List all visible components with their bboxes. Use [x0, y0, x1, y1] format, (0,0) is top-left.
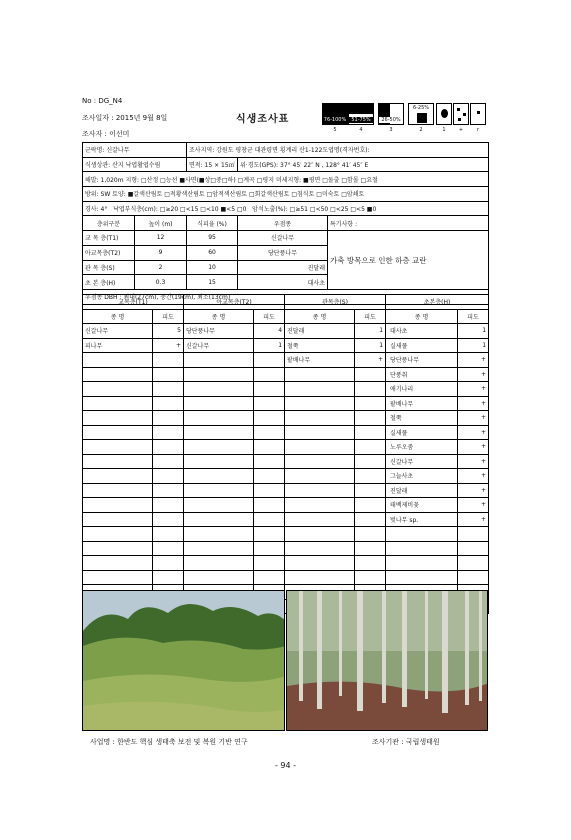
species-cover — [153, 367, 184, 382]
species-name — [285, 527, 355, 542]
table-row — [83, 231, 489, 246]
species-name — [184, 469, 254, 484]
species-cover: + — [355, 353, 386, 368]
rock-exposure: 암석노출(%): □≥51 □<50 □<25 □<5 ■0 — [252, 206, 377, 214]
layer-dominant: 진달래 — [238, 260, 328, 275]
species-name — [83, 541, 153, 556]
col-cover: 피도 — [254, 309, 285, 324]
cover-num: 4 — [359, 127, 363, 133]
species-cover — [355, 425, 386, 440]
col-cover: 피도 — [355, 309, 386, 324]
species-cover — [153, 556, 184, 571]
layer-cover: 95 — [187, 231, 238, 246]
species-name — [285, 570, 355, 585]
dominant-dbh: 우점종 DBH : 최대(27cm), 중간(19cm), 최소(13cm) — [83, 289, 489, 304]
group-s: 관목층(S) — [285, 295, 386, 310]
species-cover — [153, 382, 184, 397]
species-cover — [254, 556, 285, 571]
species-name — [184, 556, 254, 571]
col-cover: 피도 — [458, 309, 489, 324]
layer-name: 아교목층(T2) — [83, 245, 135, 260]
project-name: 사업명 : 한반도 핵심 생태축 보전 및 복원 기반 연구 — [90, 738, 248, 746]
site-photo-landscape — [82, 590, 285, 731]
table-row — [83, 469, 489, 484]
cover-box-4: 51-75% — [348, 103, 374, 125]
species-cover: + — [458, 367, 489, 382]
table-row — [83, 396, 489, 411]
plot-area: 면적: 15 × 15㎡ — [187, 157, 238, 172]
species-name — [83, 469, 153, 484]
microterrain: 미세지형: ■평면 □돌출 □함몰 □요철 — [275, 176, 378, 184]
species-cover — [254, 498, 285, 513]
col-species: 종 명 — [285, 309, 355, 324]
layer-height: 12 — [135, 231, 187, 246]
species-name: 실새풀 — [386, 425, 458, 440]
table-row — [83, 353, 489, 368]
species-name — [285, 469, 355, 484]
cover-num: 3 — [389, 127, 393, 133]
species-cover — [254, 512, 285, 527]
species-name — [83, 512, 153, 527]
height-header: 높이 (m) — [135, 216, 187, 231]
species-name: 단풍취 — [386, 367, 458, 382]
layer-name: 교 목 층(T1) — [83, 231, 135, 246]
aspect: 방위: SW — [85, 191, 111, 199]
gps-coordinates: 위·경도(GPS): 37° 45′ 22″ N , 128° 41′ 45″ E — [238, 157, 489, 172]
species-name — [184, 527, 254, 542]
species-name — [285, 556, 355, 571]
layer-dominant: 당단풍나무 — [238, 245, 328, 260]
species-name: 진달래 — [285, 324, 355, 339]
species-cover: + — [458, 440, 489, 455]
species-cover — [254, 570, 285, 585]
species-name: 팥배나무 — [285, 353, 355, 368]
cover-num: 1 — [442, 127, 446, 133]
species-name — [184, 367, 254, 382]
species-cover: + — [458, 425, 489, 440]
table-row — [83, 338, 489, 353]
table-row — [83, 570, 489, 585]
species-name — [83, 425, 153, 440]
species-name — [83, 454, 153, 469]
species-name — [285, 454, 355, 469]
species-name — [285, 411, 355, 426]
species-name — [184, 512, 254, 527]
species-cover — [254, 483, 285, 498]
species-name — [386, 570, 458, 585]
species-cover — [153, 483, 184, 498]
species-name — [184, 498, 254, 513]
species-cover: 1 — [458, 324, 489, 339]
species-name — [83, 396, 153, 411]
species-cover — [355, 570, 386, 585]
table-row — [83, 483, 489, 498]
species-name — [184, 483, 254, 498]
species-name — [184, 541, 254, 556]
species-cover — [458, 556, 489, 571]
species-cover — [355, 541, 386, 556]
species-name: 팥배나무 — [386, 396, 458, 411]
species-cover — [153, 425, 184, 440]
species-cover — [458, 570, 489, 585]
doc-number: No : DG_N4 — [82, 97, 123, 105]
cover-num: 5 — [333, 127, 337, 133]
species-name: 철쭉 — [386, 411, 458, 426]
species-cover — [355, 483, 386, 498]
species-name — [83, 367, 153, 382]
table-row — [83, 512, 489, 527]
table-row — [83, 411, 489, 426]
table-row — [83, 440, 489, 455]
cover-box-r — [470, 103, 486, 125]
species-name — [83, 570, 153, 585]
group-t2: 아교목층(T2) — [184, 295, 285, 310]
col-species: 종 명 — [83, 309, 153, 324]
species-name — [285, 425, 355, 440]
soil-type: 토양: ■갈색산림토 □적황색산림토 □암적색산림토 □회갈색산림토 □침식토 □미숙토 □암쇄토 — [112, 191, 365, 199]
species-cover — [153, 527, 184, 542]
species-name: 신갈나무 — [184, 338, 254, 353]
species-cover — [254, 382, 285, 397]
layer-cover: 10 — [187, 260, 238, 275]
species-name: 당단풍나무 — [386, 353, 458, 368]
species-cover — [355, 367, 386, 382]
table-row — [83, 324, 489, 339]
species-name: 대사초 — [386, 324, 458, 339]
species-name: 그늘사초 — [386, 469, 458, 484]
cover-box-plus — [453, 103, 469, 125]
layer-cover: 60 — [187, 245, 238, 260]
species-cover — [254, 396, 285, 411]
species-cover — [153, 541, 184, 556]
species-cover — [153, 570, 184, 585]
species-cover — [355, 411, 386, 426]
species-name — [83, 556, 153, 571]
species-name: 벚나무 sp. — [386, 512, 458, 527]
layer-height: 9 — [135, 245, 187, 260]
species-cover — [254, 440, 285, 455]
species-cover — [153, 469, 184, 484]
species-name — [184, 425, 254, 440]
species-cover — [153, 512, 184, 527]
layer-dominant: 대사초 — [238, 275, 328, 290]
species-cover — [355, 382, 386, 397]
species-cover — [355, 454, 386, 469]
species-cover — [254, 541, 285, 556]
table-row — [83, 498, 489, 513]
species-name — [386, 541, 458, 556]
species-name: 신갈나무 — [386, 454, 458, 469]
layer-cover: 15 — [187, 275, 238, 290]
species-name: 애기나리 — [386, 382, 458, 397]
species-cover — [153, 353, 184, 368]
table-row — [83, 425, 489, 440]
species-cover — [254, 425, 285, 440]
group-h: 초본층(H) — [386, 295, 489, 310]
cover-box-2: 6-25% — [408, 103, 434, 125]
species-name — [285, 512, 355, 527]
species-cover: 5 — [153, 324, 184, 339]
species-cover — [153, 411, 184, 426]
species-cover — [355, 527, 386, 542]
terrain: 지형: □산정 □능선 ■사면(■상□중□하) □계곡 □평지 — [125, 176, 275, 184]
site-info-table — [82, 142, 489, 305]
species-name — [184, 382, 254, 397]
species-cover — [458, 541, 489, 556]
species-cover: 1 — [355, 324, 386, 339]
species-name — [285, 541, 355, 556]
table-row — [83, 556, 489, 571]
species-cover — [153, 440, 184, 455]
species-name: 노루오줌 — [386, 440, 458, 455]
species-name: 진달래 — [386, 483, 458, 498]
species-cover — [458, 527, 489, 542]
species-name — [83, 353, 153, 368]
species-name — [184, 353, 254, 368]
species-name — [184, 454, 254, 469]
species-cover — [254, 454, 285, 469]
species-cover — [355, 498, 386, 513]
species-cover: 4 — [254, 324, 285, 339]
layer-header: 층위구분 — [83, 216, 135, 231]
cover-num: + — [458, 127, 464, 133]
species-cover: + — [458, 469, 489, 484]
species-name — [83, 498, 153, 513]
species-cover: 1 — [458, 338, 489, 353]
species-name — [386, 527, 458, 542]
species-name — [83, 382, 153, 397]
species-name: 신갈나무 — [83, 324, 153, 339]
species-cover — [355, 396, 386, 411]
layer-dominant: 신갈나무 — [238, 231, 328, 246]
survey-location: 조사지역: 강원도 평창군 대관령면 횡계리 산1-122도엽명(격자번호): — [187, 143, 489, 158]
species-name — [83, 411, 153, 426]
elevation: 해발: 1,020m — [85, 176, 124, 184]
cover-box-1 — [436, 103, 452, 125]
species-cover: + — [458, 512, 489, 527]
col-species: 종 명 — [386, 309, 458, 324]
group-t1: 교목층(T1) — [83, 295, 184, 310]
table-row — [83, 454, 489, 469]
species-table — [82, 294, 489, 614]
litter-layer: 낙엽부식층(cm): □≥20 □<15 □<10 ■<5 □0 — [113, 206, 247, 214]
species-cover — [153, 396, 184, 411]
page-title: 식생조사표 — [236, 114, 290, 125]
surveyor: 조사자 : 이선미 — [82, 130, 130, 138]
species-name — [386, 556, 458, 571]
vegetation-physiognomy: 식생상관: 산지 낙엽활엽수림 — [83, 157, 187, 172]
page-number: - 94 - — [274, 761, 297, 770]
table-row — [83, 382, 489, 397]
species-name: 실새풀 — [386, 338, 458, 353]
species-name: 태백제비꽃 — [386, 498, 458, 513]
species-cover — [153, 498, 184, 513]
species-cover: + — [458, 411, 489, 426]
remarks-note: 가축 방목으로 인한 하층 교란 — [328, 231, 489, 290]
species-name — [285, 498, 355, 513]
species-name: 철쭉 — [285, 338, 355, 353]
species-cover — [254, 353, 285, 368]
species-cover — [153, 454, 184, 469]
species-cover: 1 — [355, 338, 386, 353]
species-cover — [355, 440, 386, 455]
community-name: 군락명: 신갈나무 — [83, 143, 187, 158]
species-cover — [254, 469, 285, 484]
table-row — [83, 367, 489, 382]
col-cover: 피도 — [153, 309, 184, 324]
species-name — [184, 396, 254, 411]
terrain-row — [83, 172, 489, 187]
survey-date: 조사일자 : 2015년 9월 8일 — [82, 114, 168, 122]
species-name — [285, 367, 355, 382]
cover-num: r — [476, 127, 480, 133]
species-name — [285, 440, 355, 455]
table-row — [83, 527, 489, 542]
cover-box-5: 76-100% — [322, 103, 348, 125]
site-photo-forest — [286, 590, 488, 731]
species-cover — [355, 556, 386, 571]
species-name — [83, 440, 153, 455]
species-name — [184, 411, 254, 426]
cover-box-3: 26-50% — [378, 103, 404, 125]
species-cover — [254, 527, 285, 542]
species-cover: + — [458, 382, 489, 397]
species-name — [83, 483, 153, 498]
slope-row — [83, 201, 489, 216]
species-name: 피나무 — [83, 338, 153, 353]
species-cover: + — [458, 454, 489, 469]
survey-agency: 조사기관 : 국립생태원 — [372, 738, 440, 746]
table-row — [83, 541, 489, 556]
species-name — [285, 483, 355, 498]
species-cover: 1 — [254, 338, 285, 353]
col-species: 종 명 — [184, 309, 254, 324]
species-name — [285, 396, 355, 411]
layer-name: 초 본 층(H) — [83, 275, 135, 290]
remarks-header: 특기사항 : — [328, 216, 489, 231]
species-name — [83, 527, 153, 542]
species-name — [184, 440, 254, 455]
species-name: 당단풍나무 — [184, 324, 254, 339]
species-name — [184, 570, 254, 585]
species-name — [285, 382, 355, 397]
dominant-header: 우점종 — [238, 216, 328, 231]
species-cover — [254, 367, 285, 382]
layer-height: 2 — [135, 260, 187, 275]
species-cover: + — [458, 353, 489, 368]
soil-row — [83, 187, 489, 202]
species-cover: + — [458, 483, 489, 498]
species-cover: + — [153, 338, 184, 353]
species-cover — [355, 469, 386, 484]
cover-num: 2 — [419, 127, 423, 133]
species-cover — [355, 512, 386, 527]
layer-height: 0.3 — [135, 275, 187, 290]
slope: 경사: 4° — [85, 206, 108, 214]
cover-header: 식피율 (%) — [187, 216, 238, 231]
species-cover: + — [458, 498, 489, 513]
species-cover: + — [458, 396, 489, 411]
layer-name: 관 목 층(S) — [83, 260, 135, 275]
species-cover — [254, 411, 285, 426]
